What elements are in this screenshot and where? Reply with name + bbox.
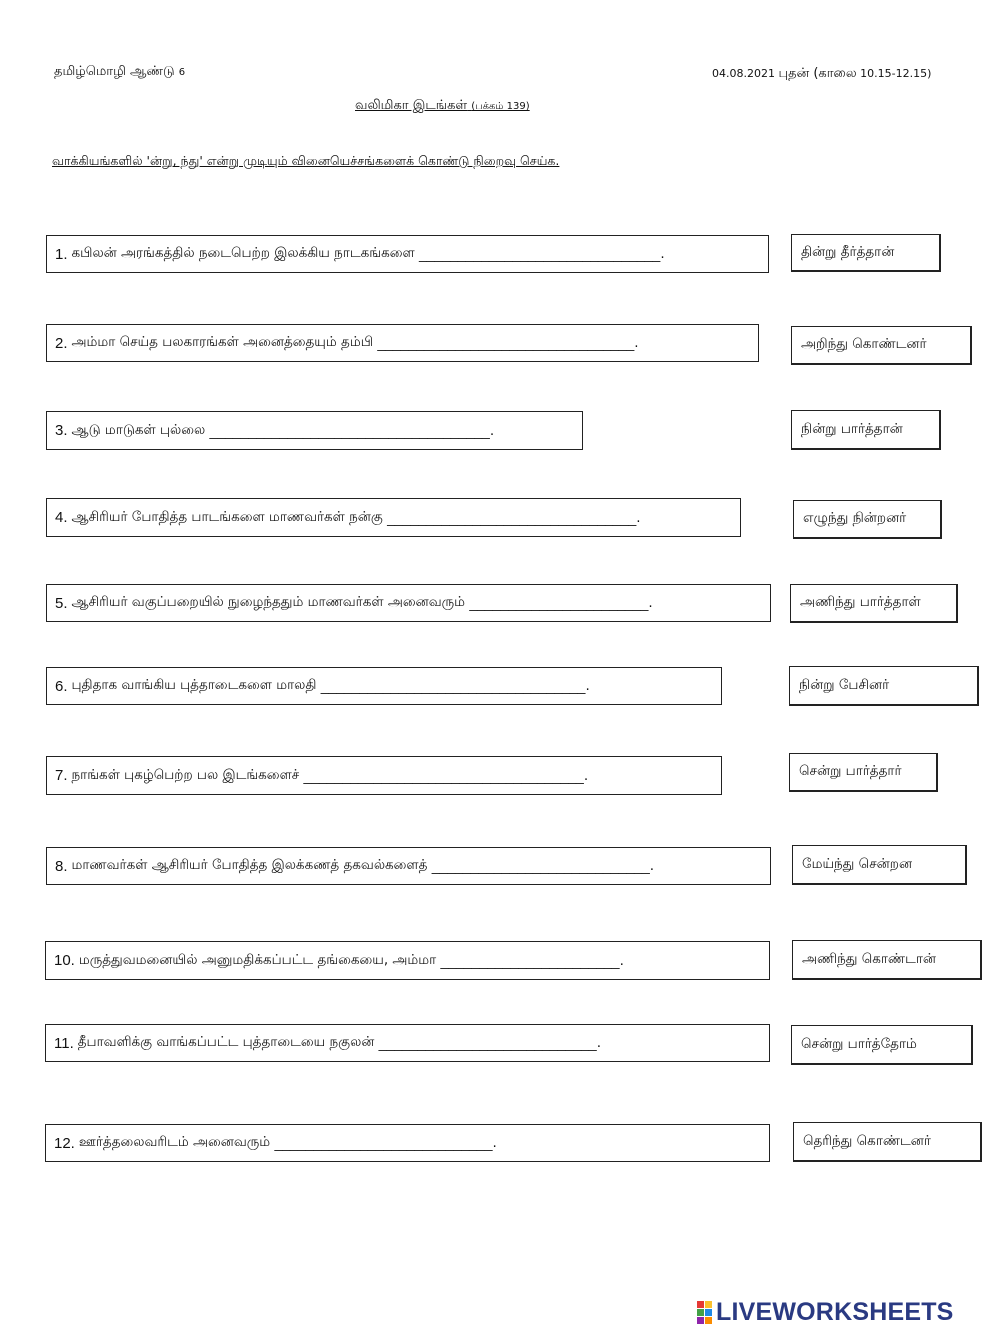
day-label: புதன் (காலை: [778, 66, 857, 81]
answer-blank[interactable]: _______________________________: [418, 246, 661, 262]
answer-option[interactable]: தின்று தீர்த்தான்: [791, 234, 941, 272]
answer-option[interactable]: எழுந்து நின்றனர்: [793, 500, 942, 539]
question-end: .: [585, 678, 590, 694]
question-text: ஆசிரியர் போதித்த பாடங்களை மாணவர்கள் நன்கு: [71, 508, 383, 525]
question-number: 1.: [55, 245, 68, 263]
question-number: 10.: [54, 952, 75, 969]
question-12: [45, 1124, 770, 1162]
question-5: [46, 584, 771, 622]
question-text: மாணவர்கள் ஆசிரியர் போதித்த இலக்கணத் தகவல்களைத்: [71, 857, 428, 873]
question-text: ஆசிரியர் வகுப்பறையில் நுழைந்ததும் மாணவர்கள் அனைவரும்: [71, 594, 466, 610]
year-label: 6: [178, 67, 186, 78]
question-text: நாங்கள் புகழ்பெற்ற பல இடங்களைச்: [71, 766, 300, 783]
question-end: .: [648, 595, 653, 611]
question-1: [46, 235, 769, 273]
question-number: 8.: [55, 857, 68, 875]
question-10: [45, 941, 770, 980]
answer-option[interactable]: சென்று பார்த்தோம்: [791, 1025, 973, 1065]
question-number: 4.: [55, 509, 68, 526]
question-4: [46, 498, 741, 537]
answer-option[interactable]: அறிந்து கொண்டனர்: [791, 326, 972, 365]
answer-blank[interactable]: ____________________________________: [209, 422, 490, 439]
question-text: தீபாவளிக்கு வாங்கப்பட்ட புத்தாடையை நகுலன்: [77, 1034, 375, 1050]
question-number: 7.: [55, 767, 68, 784]
answer-option[interactable]: தெரிந்து கொண்டனர்: [793, 1122, 982, 1162]
question-end: .: [649, 858, 655, 874]
answer-blank[interactable]: _______________________: [469, 595, 649, 611]
question-end: .: [489, 422, 495, 439]
question-text: புதிதாக வாங்கிய புத்தாடைகளை மாலதி: [71, 677, 317, 693]
question-text: ஊர்த்தலைவரிடம் அனைவரும்: [78, 1134, 271, 1150]
question-number: 5.: [55, 594, 68, 612]
time-label: 10.15-12.15): [860, 67, 932, 80]
answer-option[interactable]: அணிந்து கொண்டான்: [792, 940, 982, 980]
liveworksheets-logo[interactable]: [697, 1297, 954, 1327]
answer-option[interactable]: சென்று பார்த்தார்: [789, 753, 938, 792]
question-text: மருத்துவமனையில் அனுமதிக்கப்பட்ட தங்கையை, அம்மா: [78, 951, 437, 968]
answer-option[interactable]: நின்று பார்த்தான்: [791, 410, 941, 450]
subject-label: தமிழ்மொழி ஆண்டு: [54, 64, 175, 79]
answer-option[interactable]: அணிந்து பார்த்தாள்: [790, 584, 958, 623]
answer-blank[interactable]: _________________________________: [377, 335, 635, 351]
instruction-text: வாக்கியங்களில் 'ன்று, ந்து' என்று முடியும் வினையெச்சங்களைக் கொண்டு நிறைவு செய்க.: [52, 153, 560, 168]
answer-option[interactable]: மேய்ந்து சென்றன: [792, 845, 967, 885]
subject-header: [54, 64, 185, 80]
question-end: .: [596, 1035, 601, 1051]
date-header: [712, 66, 931, 82]
question-8: [46, 847, 771, 885]
question-2: [46, 324, 759, 362]
question-6: [46, 667, 722, 705]
answer-blank[interactable]: ____________________________________: [303, 767, 584, 784]
question-number: 2.: [55, 334, 68, 352]
question-11: [45, 1024, 770, 1062]
brand-name: LIVEWORKSHEETS: [716, 1297, 954, 1326]
question-number: 3.: [55, 422, 68, 439]
title-text: வலிமிகா இடங்கள்: [355, 98, 468, 113]
answer-option[interactable]: நின்று பேசினர்: [789, 666, 979, 706]
question-end: .: [619, 952, 624, 969]
answer-blank[interactable]: ________________________________: [387, 509, 637, 526]
answer-blank[interactable]: ____________________________: [431, 858, 650, 874]
answer-blank[interactable]: ____________________________: [274, 1135, 493, 1151]
worksheet-title: [355, 98, 530, 114]
page-reference: (பக்கம் 139): [471, 101, 530, 112]
question-end: .: [492, 1135, 497, 1151]
answer-blank[interactable]: ____________________________: [378, 1035, 597, 1051]
question-text: அம்மா செய்த பலகாரங்கள் அனைத்தையும் தம்பி: [71, 334, 374, 350]
question-number: 12.: [54, 1134, 75, 1152]
question-end: .: [636, 509, 641, 526]
question-end: .: [583, 767, 589, 784]
answer-blank[interactable]: _______________________: [440, 952, 620, 969]
question-end: .: [634, 335, 639, 351]
question-3: [46, 411, 583, 450]
answer-blank[interactable]: __________________________________: [320, 678, 586, 694]
question-end: .: [660, 246, 665, 262]
question-text: கபிலன் அரங்கத்தில் நடைபெற்ற இலக்கிய நாடகங்களை: [71, 245, 415, 261]
question-text: ஆடு மாடுகள் புல்லை: [71, 421, 206, 438]
date-label: 04.08.2021: [712, 67, 775, 80]
question-number: 6.: [55, 677, 68, 695]
question-7: [46, 756, 722, 795]
logo-icon: [697, 1301, 712, 1324]
question-number: 11.: [54, 1034, 74, 1052]
